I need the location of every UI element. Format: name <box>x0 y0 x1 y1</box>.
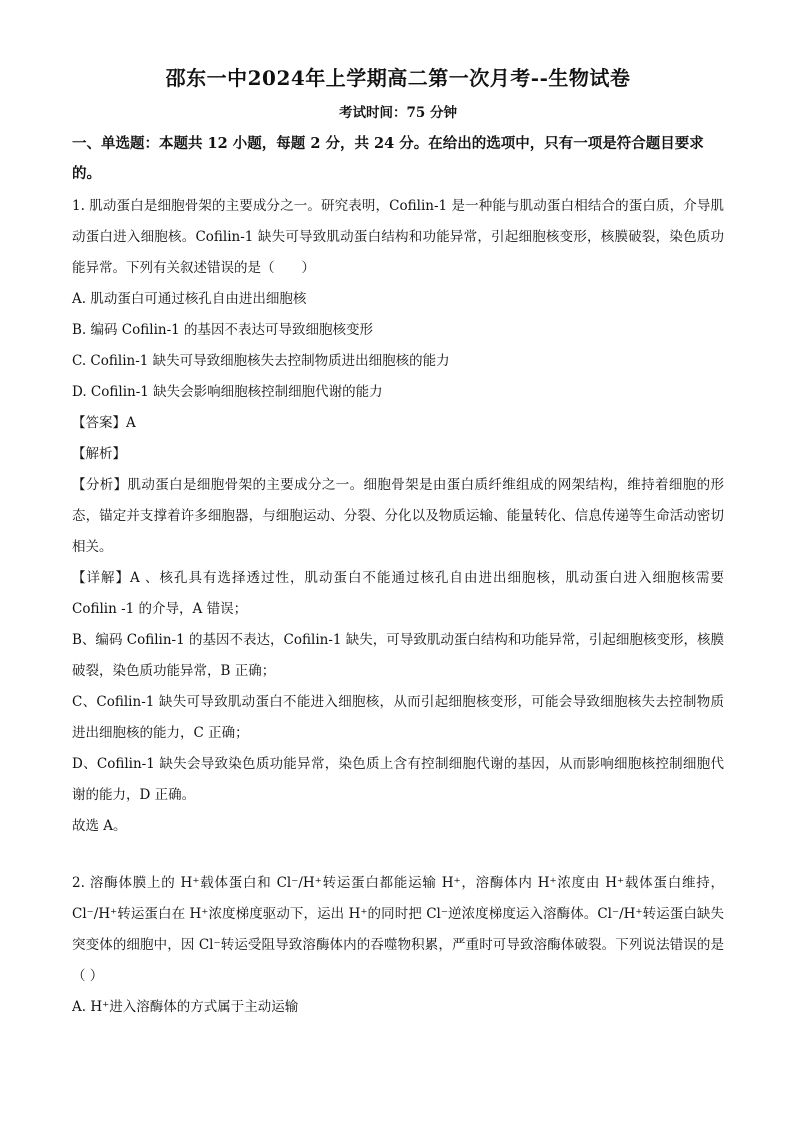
detail-d: D、Cofilin-1 缺失会导致染色质功能异常，染色质上含有控制细胞代谢的基因，从而影响细胞核控制细胞代谢的能力，D 正确。 <box>72 756 724 803</box>
analysis-label: 【解析】 <box>72 446 126 462</box>
option-c: C. Cofilin-1 缺失可导致细胞核失去控制物质进出细胞核的能力 <box>72 353 450 369</box>
question-spacer <box>72 842 724 868</box>
option-a: A. 肌动蛋白可通过核孔自由进出细胞核 <box>72 291 307 307</box>
detail-b: B、编码 Cofilin-1 的基因不表达，Cofilin-1 缺失，可导致肌动蛋白结构和功能异常，引起细胞核变形，核膜破裂，染色质功能异常，B 正确； <box>72 632 724 679</box>
option-b: B. 编码 Cofilin-1 的基因不表达可导致细胞核变形 <box>72 322 374 338</box>
conclusion: 故选 A。 <box>72 818 127 834</box>
section-heading: 一、单选题：本题共 12 小题，每题 2 分，共 24 分。在给出的选项中，只有一项是符合题目要求的。 <box>72 135 704 182</box>
question-2 <box>72 868 724 1023</box>
answer-line: 【答案】A <box>72 415 136 431</box>
question-stem: 1. 肌动蛋白是细胞骨架的主要成分之一。研究表明，Cofilin-1 是一种能与肌动蛋白相结合的蛋白质，介导肌动蛋白进入细胞核。Cofilin-1 缺失可导致肌动蛋白结构和功能异常，引起细胞核变形，核膜破裂，染色质功能异常。下列有关叙述错误的是（ ） <box>72 198 724 276</box>
question-stem: 2. 溶酶体膜上的 H⁺载体蛋白和 Cl⁻/H⁺转运蛋白都能运输 H⁺，溶酶体内 H⁺浓度由 H⁺载体蛋白维持，Cl⁻/H⁺转运蛋白在 H⁺浓度梯度驱动下，运出 H⁺的同时把 Cl⁻逆浓度梯度运入溶酶体。Cl⁻/H⁺转运蛋白缺失突变体的细胞中，因 Cl⁻转运受阻导致溶酶体内的吞噬物积累，严重时可导致溶酶体破裂。下列说法错误的是（ ） <box>72 875 724 984</box>
option-d: D. Cofilin-1 缺失会影响细胞核控制细胞代谢的能力 <box>72 384 383 400</box>
page-title: 邵东一中2024年上学期高二第一次月考--生物试卷 <box>165 66 631 90</box>
detail-a: 【详解】A 、核孔具有选择透过性，肌动蛋白不能通过核孔自由进出细胞核，肌动蛋白进入细胞核需要 Cofilin -1 的介导，A 错误； <box>72 570 724 617</box>
question-1 <box>72 191 724 842</box>
exam-time: 考试时间：75 分钟 <box>339 105 457 121</box>
analysis-text: 【分析】肌动蛋白是细胞骨架的主要成分之一。细胞骨架是由蛋白质纤维组成的网架结构，维持着细胞的形态，锚定并支撑着许多细胞器，与细胞运动、分裂、分化以及物质运输、能量转化、信息传递等生命活动密切相关。 <box>72 477 724 555</box>
detail-c: C、Cofilin-1 缺失可导致肌动蛋白不能进入细胞核，从而引起细胞核变形，可能会导致细胞核失去控制物质进出细胞核的能力，C 正确； <box>72 694 724 741</box>
option-a: A. H⁺进入溶酶体的方式属于主动运输 <box>72 999 299 1015</box>
